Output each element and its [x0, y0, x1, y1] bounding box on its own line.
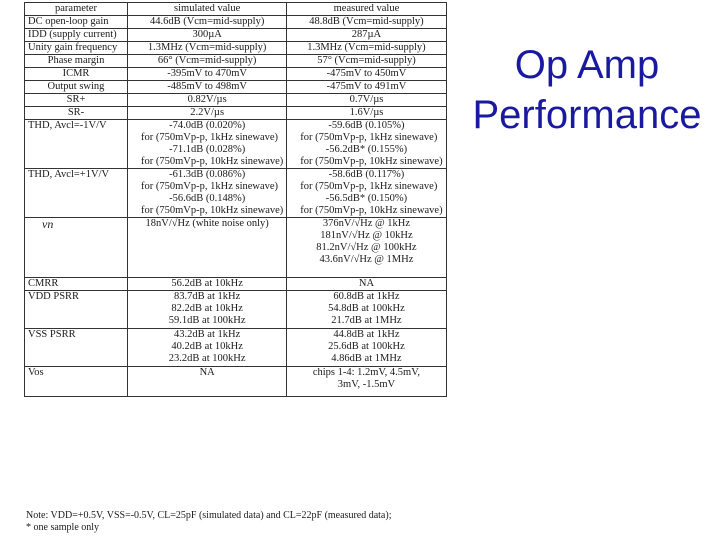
- simulated-cell: [128, 107, 287, 120]
- simulated-cell-line: for (750mVp-p, 1kHz sinewave): [141, 181, 279, 192]
- simulated-cell-line: NA: [199, 367, 215, 378]
- parameter-cell: [25, 94, 128, 107]
- measured-cell-line: for (750mVp-p, 1kHz sinewave): [300, 181, 438, 192]
- parameter-cell: [25, 68, 128, 81]
- measured-cell-line: 181nV/√Hz @ 10kHz: [320, 230, 413, 241]
- simulated-cell-line: 83.7dB at 1kHz: [174, 291, 241, 302]
- parameter-cell: [25, 29, 128, 42]
- measured-cell-line: 25.6dB at 100kHz: [328, 341, 405, 352]
- simulated-cell-line: 44.6dB (Vcm=mid-supply): [149, 16, 265, 27]
- simulated-cell: [128, 29, 287, 42]
- table-row: [25, 42, 447, 55]
- simulated-cell-line: 40.2dB at 10kHz: [171, 341, 243, 352]
- parameter-cell-line: SR-: [67, 107, 85, 118]
- parameter-cell: [25, 367, 128, 397]
- parameter-cell: [25, 81, 128, 94]
- measured-cell: [287, 329, 446, 367]
- measured-cell-line: -56.5dB* (0.150%): [325, 193, 408, 204]
- measured-cell-line: 4.86dB at 1MHz: [331, 353, 402, 364]
- measured-cell-line: 0.7V/µs: [349, 94, 384, 105]
- parameter-cell-line: Unity gain frequency: [28, 42, 118, 53]
- measured-cell: [287, 367, 446, 397]
- parameter-cell: [25, 218, 128, 278]
- parameter-cell-line: Vos: [28, 367, 44, 378]
- header-measured-value: measured value: [287, 3, 446, 16]
- measured-cell: [287, 68, 446, 81]
- simulated-cell-line: -395mV to 470mV: [167, 68, 248, 79]
- measured-cell-line: 44.8dB at 1kHz: [333, 329, 400, 340]
- measured-cell-line: -475mV to 491mV: [326, 81, 407, 92]
- table-row: [25, 278, 447, 291]
- simulated-cell-line: 59.1dB at 100kHz: [168, 315, 246, 326]
- simulated-cell-line: for (750mVp-p, 10kHz sinewave): [141, 156, 284, 167]
- table-row: [25, 55, 447, 68]
- performance-table: [24, 2, 447, 397]
- measured-cell: [287, 42, 446, 55]
- parameter-cell: [25, 55, 128, 68]
- simulated-cell-line: 23.2dB at 100kHz: [168, 353, 246, 364]
- parameter-cell-line: Output swing: [47, 81, 105, 92]
- parameter-cell: [25, 329, 128, 367]
- measured-cell-line: -58.6dB (0.117%): [328, 169, 405, 180]
- parameter-cell: [25, 291, 128, 329]
- table-row: [25, 29, 447, 42]
- table-header-row: [25, 3, 447, 16]
- header-parameter: parameter: [25, 3, 128, 16]
- parameter-cell-line: VDD PSRR: [28, 291, 80, 302]
- parameter-cell-line: THD, Avcl=+1V/V: [28, 169, 110, 180]
- table-row: [25, 367, 447, 397]
- measured-cell-line: 48.8dB (Vcm=mid-supply): [309, 16, 424, 27]
- measured-cell-line: -56.2dB* (0.155%): [325, 144, 408, 155]
- simulated-cell-line: -61.3dB (0.086%): [169, 169, 246, 180]
- parameter-cell-line: Phase margin: [47, 55, 105, 66]
- measured-cell: [287, 291, 446, 329]
- parameter-cell-line: THD, Avcl=-1V/V: [28, 120, 107, 131]
- measured-cell: [287, 94, 446, 107]
- parameter-cell-line: VSS PSRR: [28, 329, 76, 340]
- parameter-cell: [25, 120, 128, 169]
- simulated-cell: [128, 367, 287, 397]
- simulated-cell-line: for (750mVp-p, 1kHz sinewave): [141, 132, 279, 143]
- measured-cell: [287, 81, 446, 94]
- measured-cell-line: -475mV to 450mV: [326, 68, 407, 79]
- parameter-cell-line: SR+: [66, 94, 86, 105]
- measured-cell-line: 1.3MHz (Vcm=mid-supply): [307, 42, 426, 53]
- simulated-cell-line: -56.6dB (0.148%): [169, 193, 246, 204]
- parameter-cell-line: DC open-loop gain: [28, 16, 109, 27]
- measured-cell-line: 21.7dB at 1MHz: [331, 315, 402, 326]
- measured-cell-line: 57° (Vcm=mid-supply): [317, 55, 416, 66]
- parameter-cell: [25, 169, 128, 218]
- simulated-cell: [128, 55, 287, 68]
- measured-cell-line: for (750mVp-p, 10kHz sinewave): [300, 205, 443, 216]
- slide-title-line-1: Op Amp: [514, 43, 660, 87]
- header-simulated-value: simulated value: [128, 3, 287, 16]
- note-footnote: * one sample only: [26, 522, 100, 533]
- simulated-cell-line: 0.82V/µs: [187, 94, 227, 105]
- measured-cell-line: 1.6V/µs: [349, 107, 384, 118]
- slide-title-line-2: Performance: [472, 93, 702, 137]
- simulated-cell-line: 300µA: [192, 29, 222, 40]
- simulated-cell-line: 18nV/√Hz (white noise only): [145, 218, 269, 229]
- simulated-cell: [128, 291, 287, 329]
- simulated-cell-line: 43.2dB at 1kHz: [174, 329, 241, 340]
- measured-cell: [287, 107, 446, 120]
- table-row: [25, 291, 447, 329]
- simulated-cell-line: for (750mVp-p, 10kHz sinewave): [141, 205, 284, 216]
- table-row: [25, 169, 447, 218]
- simulated-cell: [128, 329, 287, 367]
- table-body: [25, 16, 447, 397]
- measured-cell-line: 287µA: [351, 29, 382, 40]
- simulated-cell-line: 82.2dB at 10kHz: [171, 303, 243, 314]
- simulated-cell-line: 66° (Vcm=mid-supply): [157, 55, 257, 66]
- parameter-cell-line: IDD (supply current): [28, 29, 117, 40]
- measured-cell-line: 60.8dB at 1kHz: [333, 291, 400, 302]
- measured-cell-line: 54.8dB at 100kHz: [328, 303, 405, 314]
- measured-cell: [287, 120, 446, 169]
- simulated-cell-line: 2.2V/µs: [190, 107, 225, 118]
- measured-cell: [287, 218, 446, 278]
- simulated-cell-line: 1.3MHz (Vcm=mid-supply): [147, 42, 267, 53]
- table-row: [25, 120, 447, 169]
- parameter-cell: [25, 16, 128, 29]
- measured-cell: [287, 278, 446, 291]
- measured-cell-line: -59.6dB (0.105%): [328, 120, 405, 131]
- simulated-cell: [128, 169, 287, 218]
- measured-cell-line: 43.6nV/√Hz @ 1MHz: [319, 254, 414, 265]
- measured-cell-line: 376nV/√Hz @ 1kHz: [322, 218, 411, 229]
- simulated-cell-line: -71.1dB (0.028%): [169, 144, 246, 155]
- measured-cell: [287, 169, 446, 218]
- simulated-cell: [128, 94, 287, 107]
- measured-cell-line: NA: [358, 278, 375, 289]
- table-row: [25, 94, 447, 107]
- parameter-cell: [25, 278, 128, 291]
- measured-cell-line: 3mV, -1.5mV: [337, 379, 396, 390]
- simulated-cell: [128, 278, 287, 291]
- simulated-cell: [128, 16, 287, 29]
- simulated-cell-line: 56.2dB at 10kHz: [171, 278, 243, 289]
- simulated-cell: [128, 120, 287, 169]
- parameter-cell-line: vn: [42, 217, 54, 231]
- table-row: [25, 218, 447, 278]
- parameter-cell-line: ICMR: [62, 68, 90, 79]
- measured-cell-line: chips 1-4: 1.2mV, 4.5mV,: [312, 367, 421, 378]
- measured-cell: [287, 16, 446, 29]
- parameter-cell: [25, 42, 128, 55]
- slide-title: [462, 40, 712, 140]
- measured-cell: [287, 29, 446, 42]
- simulated-cell-line: -485mV to 498mV: [167, 81, 248, 92]
- note-line: Note: VDD=+0.5V, VSS=-0.5V, CL=25pF (simulated data) and CL=22pF (measured data);: [26, 510, 392, 521]
- simulated-cell-line: -74.0dB (0.020%): [169, 120, 246, 131]
- table-row: [25, 107, 447, 120]
- table-row: [25, 16, 447, 29]
- table-note: [26, 510, 391, 534]
- measured-cell-line: 81.2nV/√Hz @ 100kHz: [316, 242, 417, 253]
- measured-cell: [287, 55, 446, 68]
- simulated-cell: [128, 42, 287, 55]
- simulated-cell: [128, 81, 287, 94]
- parameter-cell-line: CMRR: [28, 278, 59, 289]
- parameter-cell: [25, 107, 128, 120]
- measured-cell-line: for (750mVp-p, 10kHz sinewave): [300, 156, 443, 167]
- simulated-cell: [128, 68, 287, 81]
- table-row: [25, 81, 447, 94]
- table-row: [25, 68, 447, 81]
- simulated-cell: [128, 218, 287, 278]
- table-row: [25, 329, 447, 367]
- measured-cell-line: for (750mVp-p, 1kHz sinewave): [300, 132, 438, 143]
